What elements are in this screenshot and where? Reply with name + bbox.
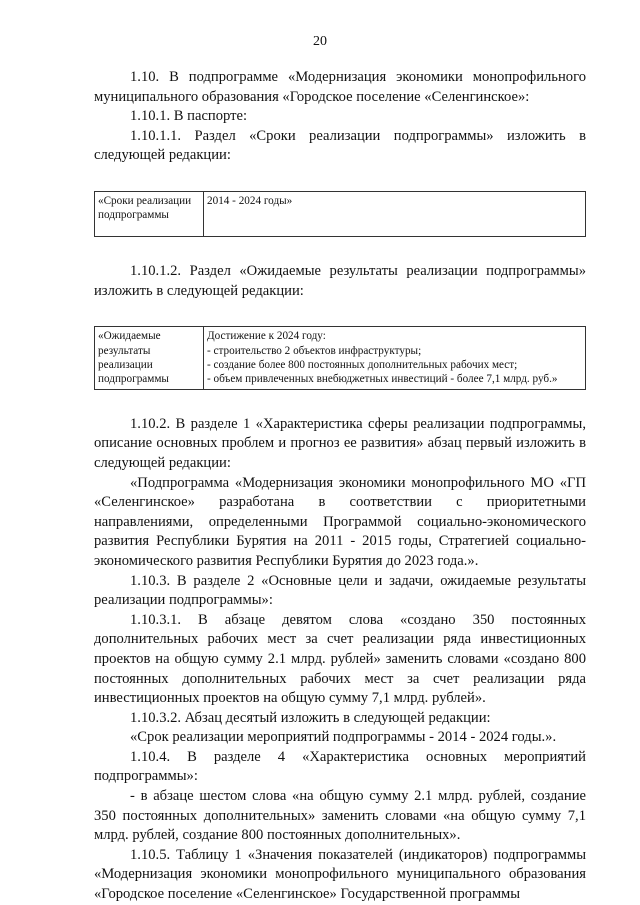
results-line-2: - строительство 2 объектов инфраструктуры; — [207, 344, 422, 357]
table-results-value — [204, 327, 586, 390]
table-sroki-value: 2014 - 2024 годы» — [204, 191, 586, 236]
paragraph-1-10-1-2: 1.10.1.2. Раздел «Ожидаемые результаты реализации подпрограммы» изложить в следующей редакции: — [94, 262, 586, 299]
paragraph-1-10-1-1: 1.10.1.1. Раздел «Сроки реализации подпрограммы» изложить в следующей редакции: — [94, 127, 586, 164]
paragraph-quote-podprogramma: «Подпрограмма «Модернизация экономики монопрофильного МО «ГП «Селенгинское» разработана в соответствии с приоритетными направлениями, определенными Программой социально-экономического развития Республики Бурятия на 2011 - 2015 годы, Стратегией социально-экономического развития Республики Бурятия до 2023 года.». — [94, 474, 586, 569]
paragraph-1-10-3: 1.10.3. В разделе 2 «Основные цели и задачи, ожидаемые результаты реализации подпрограммы»: — [94, 572, 586, 609]
paragraph-abzac-shestoy: - в абзаце шестом слова «на общую сумму 2.1 млрд. рублей, создание 350 постоянных дополнительных» заменить словами «на общую сумму 7,1 млрд. рублей, создание 800 постоянных дополнительных». — [94, 788, 586, 844]
results-line-1: Достижение к 2024 году: — [207, 330, 326, 343]
paragraph-1-10-4: 1.10.4. В разделе 4 «Характеристика основных мероприятий подпрограммы»: — [94, 748, 586, 785]
results-line-4: - объем привлеченных внебюджетных инвестиций - более 7,1 млрд. руб.» — [207, 373, 558, 386]
table-sroki — [94, 191, 586, 237]
paragraph-1-10: 1.10. В подпрограмме «Модернизация экономики монопрофильного муниципального образования «Городское поселение «Селенгинское»: — [94, 69, 586, 105]
results-line-3: - создание более 800 постоянных дополнительных рабочих мест; — [207, 358, 518, 371]
table-sroki-label: «Сроки реализации подпрограммы — [95, 191, 204, 236]
paragraph-1-10-3-1: 1.10.3.1. В абзаце девятом слова «создано 350 постоянных дополнительных рабочих мест за счет реализации ряда инвестиционных проектов на общую сумму 2.1 млрд. рублей» заменить словами «создано 800 постоянных дополнительных рабочих мест за счет реализации ряда инвестиционных проектов на общую сумму 7,1 млрд. рублей». — [94, 611, 586, 707]
paragraph-quote-srok: «Срок реализации мероприятий подпрограммы - 2014 - 2024 годы.». — [130, 729, 557, 746]
paragraph-1-10-5: 1.10.5. Таблицу 1 «Значения показателей (индикаторов) подпрограммы «Модернизация экономики монопрофильного муниципального образования «Городское поселение «Селенгинское» Государственной программы — [94, 846, 586, 903]
table-results — [94, 326, 586, 390]
page-number: 20 — [313, 34, 327, 49]
paragraph-1-10-3-2: 1.10.3.2. Абзац десятый изложить в следующей редакции: — [130, 709, 491, 726]
paragraph-1-10-1: 1.10.1. В паспорте: — [130, 108, 248, 125]
paragraph-1-10-2: 1.10.2. В разделе 1 «Характеристика сферы реализации подпрограммы, описание основных проблем и прогноз ее развития» абзац первый изложить в следующей редакции: — [94, 415, 586, 471]
table-results-label: «Ожидаемые результаты реализации подпрограммы — [95, 327, 204, 390]
document-body — [94, 68, 586, 905]
